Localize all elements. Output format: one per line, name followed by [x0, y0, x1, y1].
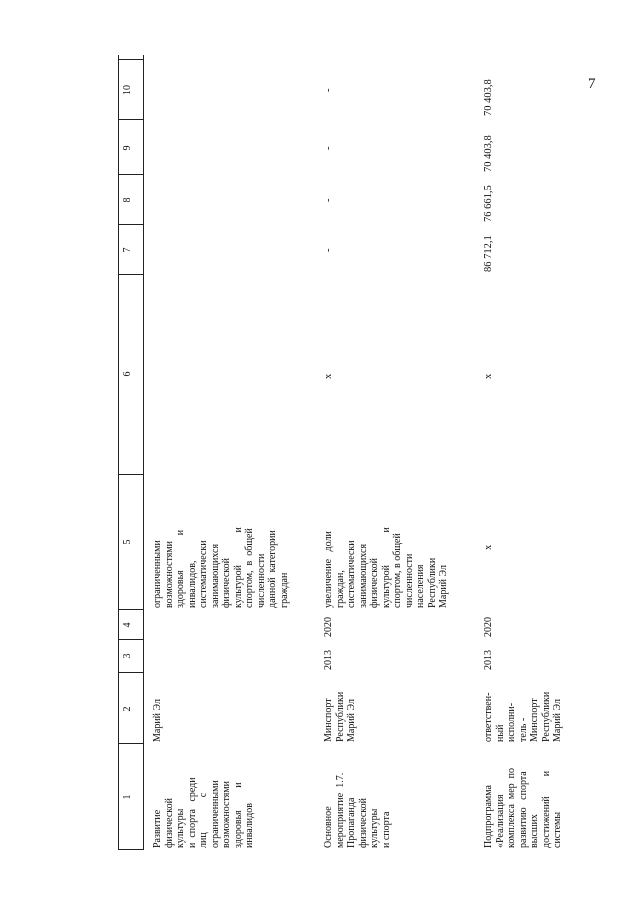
table-cell: 2013 — [483, 650, 494, 670]
col-divider — [118, 174, 143, 175]
table-cell: 76 661,5 — [483, 185, 494, 222]
table-cell: - — [323, 146, 334, 150]
col-header-1: 1 — [122, 794, 133, 800]
col-header-7: 7 — [122, 247, 133, 253]
table-cell: 70 403,8 — [483, 79, 494, 116]
table-cell: 2020 — [323, 617, 334, 637]
table-cell: ограниченными возможностями здоровья и инвалидов, систематически занимающихся физической культурой и спортом, в общей численности данной категории граждан — [152, 527, 290, 608]
col-divider — [118, 474, 143, 475]
table-cell: ответствен- ный исполни- тель - Минспорт Республики Марий Эл — [483, 691, 563, 742]
table-cell: Марий Эл — [152, 699, 163, 742]
table-cell: Подпрограмма «Реализация комплекса мер по развитию спорта высших достижений и системы — [483, 768, 563, 848]
table-cell: 2020 — [483, 617, 494, 637]
table-cell: 86 712,1 — [483, 235, 494, 272]
header-bottom-rule — [143, 55, 144, 850]
col-divider — [118, 639, 143, 640]
col-divider — [118, 59, 143, 60]
col-header-6: 6 — [122, 371, 133, 377]
table-cell: Основное мероприятие 1.7. Пропаганда физической культуры и спорта — [323, 772, 392, 848]
col-header-9: 9 — [122, 145, 133, 151]
table-cell: х — [483, 373, 494, 379]
rotated-table — [118, 55, 638, 850]
table-cell: 2013 — [323, 650, 334, 670]
table-cell: - — [323, 198, 334, 202]
col-header-8: 8 — [122, 197, 133, 203]
table-cell: Минспорт Республики Марий Эл — [323, 691, 357, 742]
table-cell: х — [323, 373, 334, 379]
table-cell: х — [483, 544, 494, 550]
col-divider — [118, 849, 143, 850]
table-cell: 70 403,8 — [483, 135, 494, 172]
col-divider — [118, 672, 143, 673]
table-cell: Развитие физической культуры и спорта среди лиц с ограниченными возможностями здоровья и инвалидов — [152, 777, 255, 848]
col-divider — [118, 224, 143, 225]
page-number: 7 — [588, 76, 596, 92]
col-divider — [118, 274, 143, 275]
col-header-5: 5 — [122, 539, 133, 545]
col-divider — [118, 119, 143, 120]
col-header-4: 4 — [122, 622, 133, 628]
table-cell: - — [323, 248, 334, 252]
col-header-10: 10 — [122, 85, 133, 95]
table-cell: увеличение доли граждан, систематически занимающихся физической культурой и спортом, в общей численности населения Республики Марий Эл — [323, 527, 449, 608]
col-divider — [118, 609, 143, 610]
col-header-2: 2 — [122, 706, 133, 712]
col-header-3: 3 — [122, 653, 133, 659]
col-divider — [118, 743, 143, 744]
table-cell: - — [323, 88, 334, 92]
